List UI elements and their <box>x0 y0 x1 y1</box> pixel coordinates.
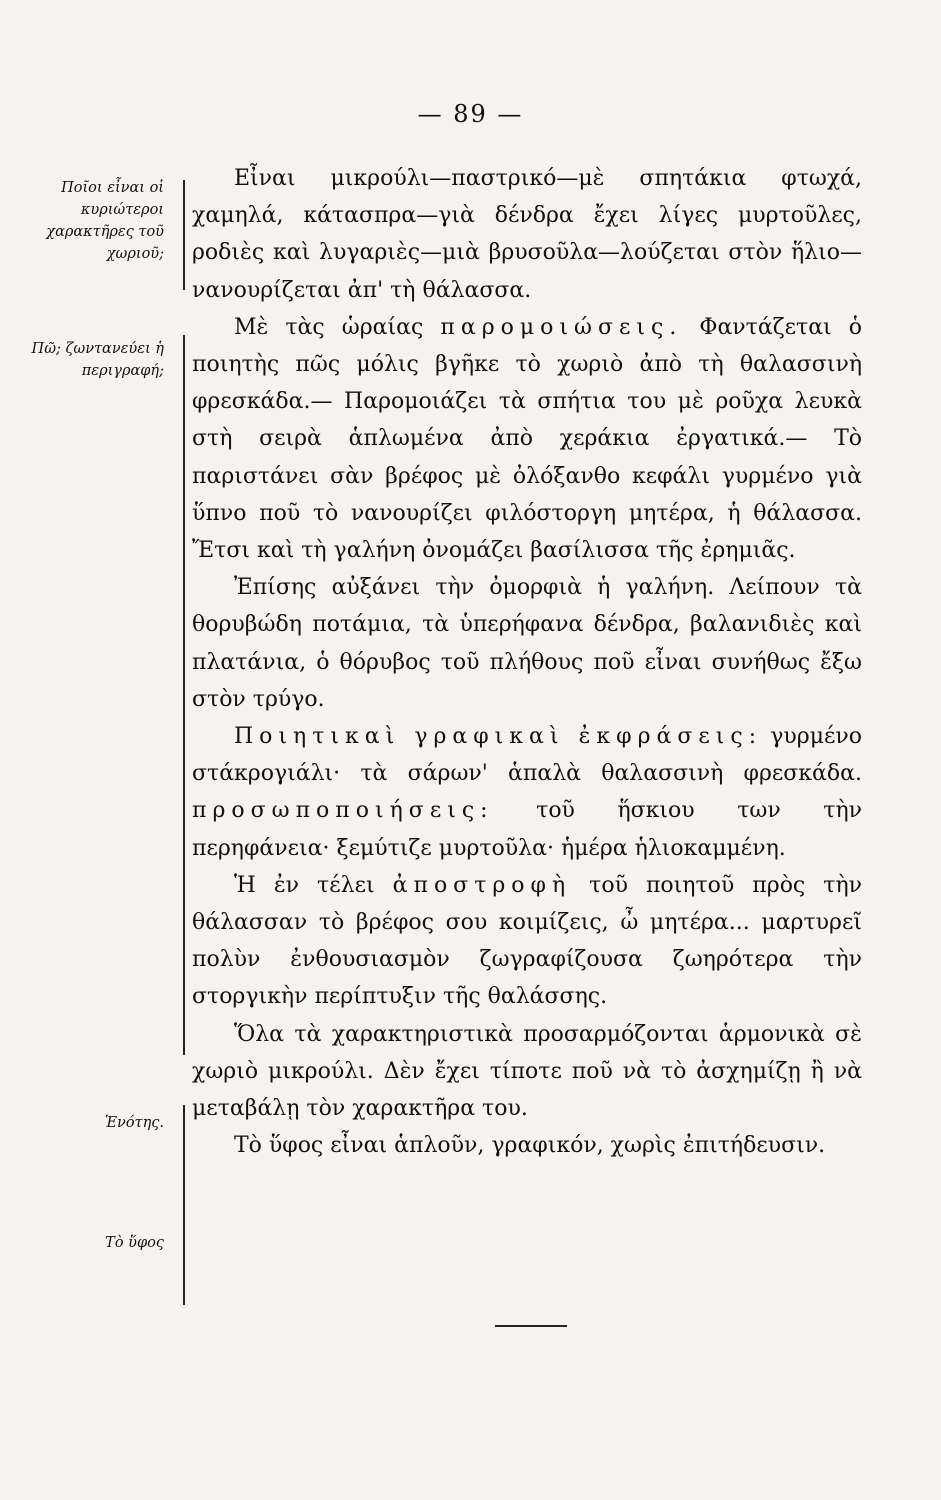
emphasis-spaced: Ποιητικαὶ γραφικαὶ ἐκφράσεις: <box>234 724 763 750</box>
paragraph: Εἶναι μικρούλι—παστρικό—μὲ σπητάκια φτωχά, χαμηλά, κάτασπρα—γιὰ δένδρα ἔχει λίγες μυρτοῦλες, ροδιὲς καὶ λυγαριὲς—μιὰ βρυσοῦλα—λούζεται στὸν ἥλιο—νανουρίζεται ἀπ' τὴ θάλασσα. <box>192 166 862 303</box>
paragraph: Μὲ τὰς ὡραίας παρομοιώσεις. Φαντάζεται ὁ ποιητὴς πῶς μόλις βγῆκε τὸ χωριὸ ἀπὸ τὴ θαλασσινὴ φρεσκάδα.— Παρομοιάζει τὰ σπήτια του μὲ ροῦχα λευκὰ στὴ σειρὰ ἁπλωμένα ἀπὸ χεράκια ἐργατικά.— Τὸ παριστάνει σὰν βρέφος μὲ ὀλόξανθο κεφάλι γυρμένο γιὰ ὕπνο ποῦ τὸ νανουρίζει φιλόστοργη μητέρα, ἡ θάλασσα. Ἔτσι καὶ τὴ γαλήνη ὀνομάζει βασίλισσα τῆς ἐρημιᾶς. <box>192 314 862 564</box>
paragraph: Ἡ ἐν τέλει ἀποστροφὴ τοῦ ποιητοῦ πρὸς τὴν θάλασσαν τὸ βρέφος σου κοιμίζεις, ὦ μητέρα... μαρτυρεῖ πολὺν ἐνθουσιασμὸν ζωγραφίζουσα ζωηρότερα τὴν στοργικὴν περίπτυξιν τῆς θαλάσσης. <box>192 872 863 1010</box>
paragraph: Ὅλα τὰ χαρακτηριστικὰ προσαρμόζονται ἁρμονικὰ σὲ χωριὸ μικρούλι. Δὲν ἔχει τίποτε ποῦ νὰ τὸ ἀσχημίζῃ ἢ νὰ μεταβάλῃ τὸν χαρακτῆρα του. <box>192 1021 862 1122</box>
page-number: — 89 — <box>417 100 524 128</box>
margin-note-style: Τὸ ὕφος <box>105 1235 164 1251</box>
emphasis-spaced: παρομοιώσεις. <box>440 314 683 340</box>
margin-note-unity: Ἑνότης. <box>104 1115 164 1131</box>
margin-note-description: Πῶ; ζωντανεύει ἡ περιγραφή; <box>31 341 164 379</box>
paragraph: Ποιητικαὶ γραφικαὶ ἐκφράσεις: γυρμένο στάκρογιάλι· τὰ σάρων' ἁπαλὰ θαλασσινὴ φρεσκάδα. προσωποποιήσεις: τοῦ ἥσκιου των τὴν περηφάνεια· ξεμύτιζε μυρτοῦλα· ἡμέρα ἡλιοκαμμένη. <box>192 724 863 861</box>
emphasis-spaced: ἀποστροφὴ <box>392 872 572 898</box>
end-rule <box>495 1325 567 1327</box>
margin-rule <box>183 1105 185 1305</box>
margin-rule <box>183 335 185 1055</box>
body-text <box>192 160 862 1164</box>
margin-note-characters: Ποῖοι εἶναι οἱ κυριώτεροι χαρακτῆρες τοῦ χωριοῦ; <box>46 180 164 262</box>
margin-rule <box>183 180 185 290</box>
emphasis-spaced: προσωποποιήσεις: <box>192 798 494 824</box>
paragraph: Τὸ ὕφος εἶναι ἁπλοῦν, γραφικόν, χωρὶς ἐπιτήδευσιν. <box>234 1133 826 1159</box>
paragraph: Ἐπίσης αὐξάνει τὴν ὀμορφιὰ ἡ γαλήνη. Λείπουν τὰ θορυβώδη ποτάμια, τὰ ὑπερήφανα δένδρα, βαλανιδιὲς καὶ πλατάνια, ὁ θόρυβος τοῦ πλήθους ποῦ εἶναι συνήθως ἔξω στὸν τρύγο. <box>192 575 862 712</box>
